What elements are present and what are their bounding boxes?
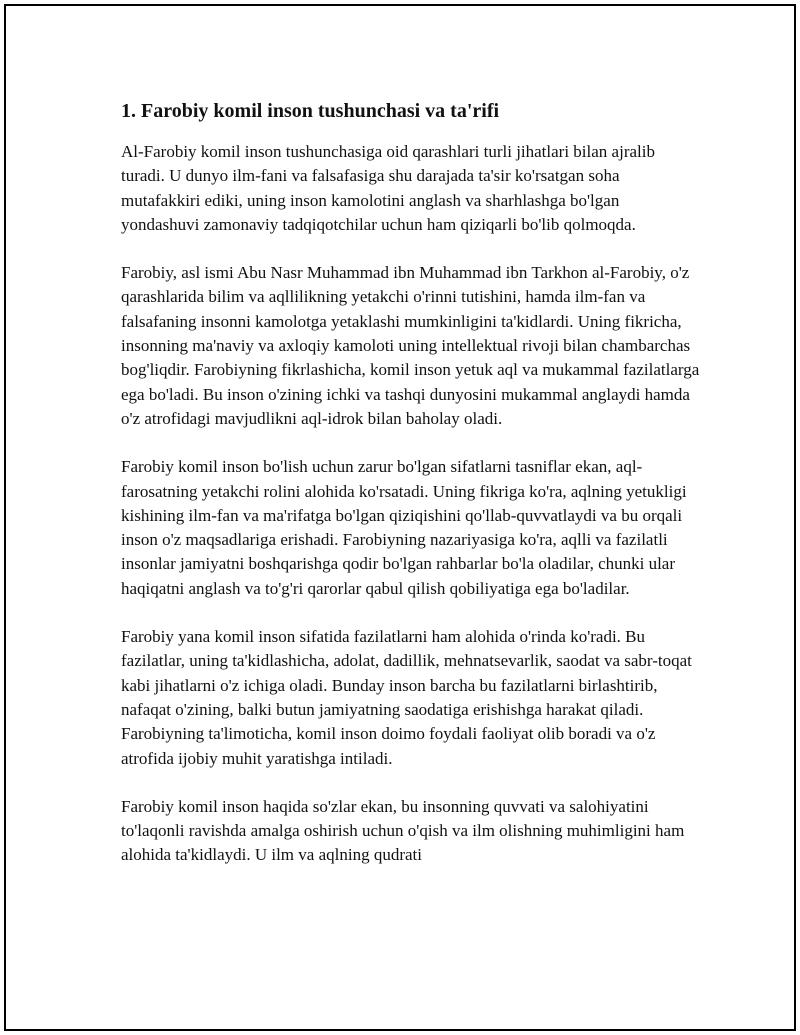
section-title: 1. Farobiy komil inson tushunchasi va ta'rifi: [121, 100, 500, 122]
paragraph-2: Farobiy, asl ismi Abu Nasr Muhammad ibn Muhammad ibn Tarkhon al-Farobiy, o'z qarashlarida bilim va aqllilikning yetakchi o'rinni tutishini, hamda ilm-fan va falsafaning insonni kamolotga yetaklashi mumkinligini ta'kidlardi. Uning fikricha, insonning ma'naviy va axloqiy kamoloti uning intellektual rivoji bilan chambarchas bog'liqdir. Farobiyning fikrlashicha, komil inson yetuk aql va mukammal fazilatlarga ega bo'ladi. Bu inson o'zining ichki va tashqi dunyosini mukammal anglaydi hamda o'z atrofidagi mavjudlikni aql-idrok bilan baholay oladi.: [121, 263, 700, 428]
paragraph-4: Farobiy yana komil inson sifatida fazilatlarni ham alohida o'rinda ko'radi. Bu fazilatlar, uning ta'kidlashicha, adolat, dadillik, mehnatsevarlik, saodat va sabr-toqat kabi jihatlarni o'z ichiga oladi. Bunday inson barcha bu fazilatlarni birlashtirib, nafaqat o'zining, balki butun jamiyatning saodatiga erishishga harakat qiladi. Farobiyning ta'limoticha, komil inson doimo foydali faoliyat olib boradi va o'z atrofida ijobiy muhit yaratishga intiladi.: [121, 627, 692, 768]
paragraph-1: Al-Farobiy komil inson tushunchasiga oid qarashlari turli jihatlari bilan ajralib turadi. U dunyo ilm-fani va falsafasiga shu darajada ta'sir ko'rsatgan soha mutafakkiri ediki, uning inson kamolotini anglash va sharhlashga bo'lgan yondashuvi zamonaviy tadqiqotchilar uchun ham qiziqarli bo'lib qolmoqda.: [121, 142, 655, 234]
document-body: [121, 98, 701, 892]
page-frame: [4, 4, 796, 1031]
paragraph-5: Farobiy komil inson haqida so'zlar ekan, bu insonning quvvati va salohiyatini to'laqonli ravishda amalga oshirish uchun o'qish va ilm olishning muhimligini ham alohida ta'kidlaydi. U ilm va aqlning qudrati: [121, 796, 685, 865]
paragraph-3: Farobiy komil inson bo'lish uchun zarur bo'lgan sifatlarni tasniflar ekan, aql-farosatning yetakchi rolini alohida ko'rsatadi. Uning fikriga ko'ra, aqlning yetukligi kishining ilm-fan va ma'rifatga bo'lgan qiziqishini qo'llab-quvvatlaydi va bu orqali inson o'z maqsadlariga erishadi. Farobiyning nazariyasiga ko'ra, aqlli va fazilatli insonlar jamiyatni boshqarishga qodir bo'lgan rahbarlar bo'la oladilar, chunki ular haqiqatni anglash va to'g'ri qarorlar qabul qilish qobiliyatiga ega bo'ladilar.: [121, 457, 687, 598]
